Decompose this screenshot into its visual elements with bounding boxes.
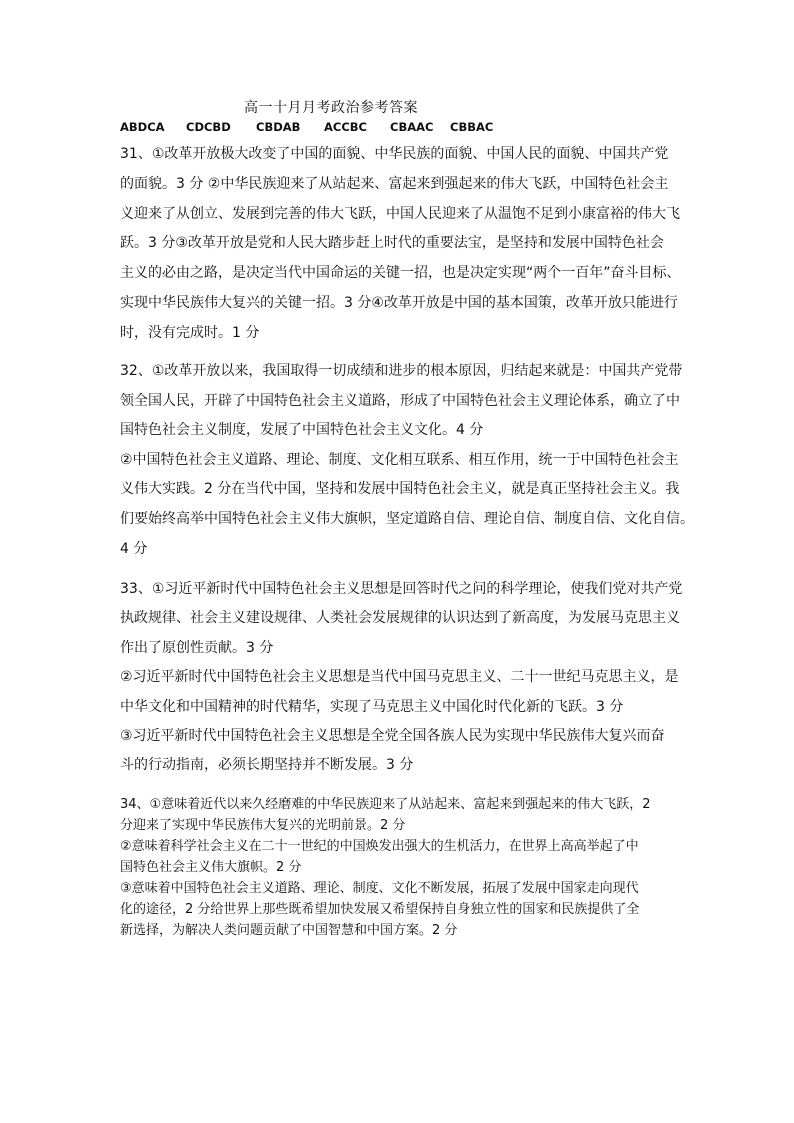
answer-q33 <box>120 575 683 781</box>
multiple-choice-answer-keys <box>120 120 500 134</box>
answer-line: 主义的必由之路，是决定当代中国命运的关键一招，也是决定实现“两个一百年”奋斗目标、 <box>120 265 681 282</box>
answer-q34 <box>120 794 680 941</box>
answer-line: 作出了原创性贡献。3 分 <box>120 639 274 656</box>
answer-line: 时，没有完成时。1 分 <box>120 324 260 341</box>
answer-line: 跃。3 分③改革开放是党和人民大踏步赶上时代的重要法宝，是坚持和发展中国特色社会 <box>120 235 664 252</box>
answer-key-group: CBAAC <box>390 120 434 134</box>
answer-line: 国特色社会主义制度，发展了中国特色社会主义文化。4 分 <box>120 422 484 439</box>
answer-line: 34、①意味着近代以来久经磨难的中华民族迎来了从站起来、富起来到强起来的伟大飞跃，2 <box>120 797 651 812</box>
answer-line: 化的途径，2 分给世界上那些既希望加快发展又希望保持自身独立性的国家和民族提供了全 <box>120 902 640 917</box>
answer-key-group: CDCBD <box>186 120 231 134</box>
answer-line: 4 分 <box>120 540 148 557</box>
answer-line: 31、①改革开放极大改变了中国的面貌、中华民族的面貌、中国人民的面貌、中国共产党 <box>120 146 669 162</box>
answer-line: 领全国人民，开辟了中国特色社会主义道路，形成了中国特色社会主义理论体系，确立了中 <box>120 392 680 409</box>
page-title: 高一十月月考政治参考答案 <box>244 100 418 116</box>
answer-key-group: CBBAC <box>450 120 494 134</box>
answer-q31 <box>120 140 680 349</box>
answer-line: 分迎来了实现中华民族伟大复兴的光明前景。2 分 <box>120 818 406 833</box>
answer-line: 义迎来了从创立、发展到完善的伟大飞跃，中国人民迎来了从温饱不足到小康富裕的伟大飞 <box>120 205 680 222</box>
answer-line: 32、①改革开放以来，我国取得一切成绩和进步的根本原因，归结起来就是：中国共产党带 <box>120 363 683 379</box>
answer-line: 国特色社会主义伟大旗帜。2 分 <box>120 860 302 875</box>
answer-line: 们要始终高举中国特色社会主义伟大旗帜，坚定道路自信、理论自信、制度自信、文化自信。 <box>120 510 694 527</box>
answer-line: ③习近平新时代中国特色社会主义思想是全党全国各族人民为实现中华民族伟大复兴而奋 <box>120 728 665 745</box>
answer-key-group: ACCBC <box>324 120 367 134</box>
answer-q32 <box>120 357 694 564</box>
answer-line: ②中国特色社会主义道路、理论、制度、文化相互联系、相互作用，统一于中国特色社会主 <box>120 451 679 468</box>
answer-key-group: CBDAB <box>256 120 301 134</box>
answer-line: ②意味着科学社会主义在二十一世纪的中国焕发出强大的生机活力，在世界上高高举起了中 <box>120 839 639 854</box>
answer-line: 33、①习近平新时代中国特色社会主义思想是回答时代之问的科学理论，使我们党对共产党 <box>120 581 683 597</box>
answer-line: ②习近平新时代中国特色社会主义思想是当代中国马克思主义、二十一世纪马克思主义，是 <box>120 669 679 686</box>
answer-line: 实现中华民族伟大复兴的关键一招。3 分④改革开放是中国的基本国策，改革开放只能进行 <box>120 294 678 311</box>
answer-line: 执政规律、社会主义建设规律、人类社会发展规律的认识达到了新高度，为发展马克思主义 <box>120 610 680 627</box>
answer-line: 中华文化和中国精神的时代精华，实现了马克思主义中国化时代化新的飞跃。3 分 <box>120 698 624 715</box>
answer-line: ③意味着中国特色社会主义道路、理论、制度、文化不断发展，拓展了发展中国家走向现代 <box>120 881 639 896</box>
answer-line: 斗的行动指南，必须长期坚持并不断发展。3 分 <box>120 757 414 774</box>
answer-line: 的面貌。3 分 ②中华民族迎来了从站起来、富起来到强起来的伟大飞跃，中国特色社会主 <box>120 175 669 192</box>
answer-line: 新选择，为解决人类问题贡献了中国智慧和中国方案。2 分 <box>120 923 458 938</box>
answer-line: 义伟大实践。2 分在当代中国，坚持和发展中国特色社会主义，就是真正坚持社会主义。我 <box>120 481 680 498</box>
answer-key-group: ABDCA <box>120 120 165 134</box>
